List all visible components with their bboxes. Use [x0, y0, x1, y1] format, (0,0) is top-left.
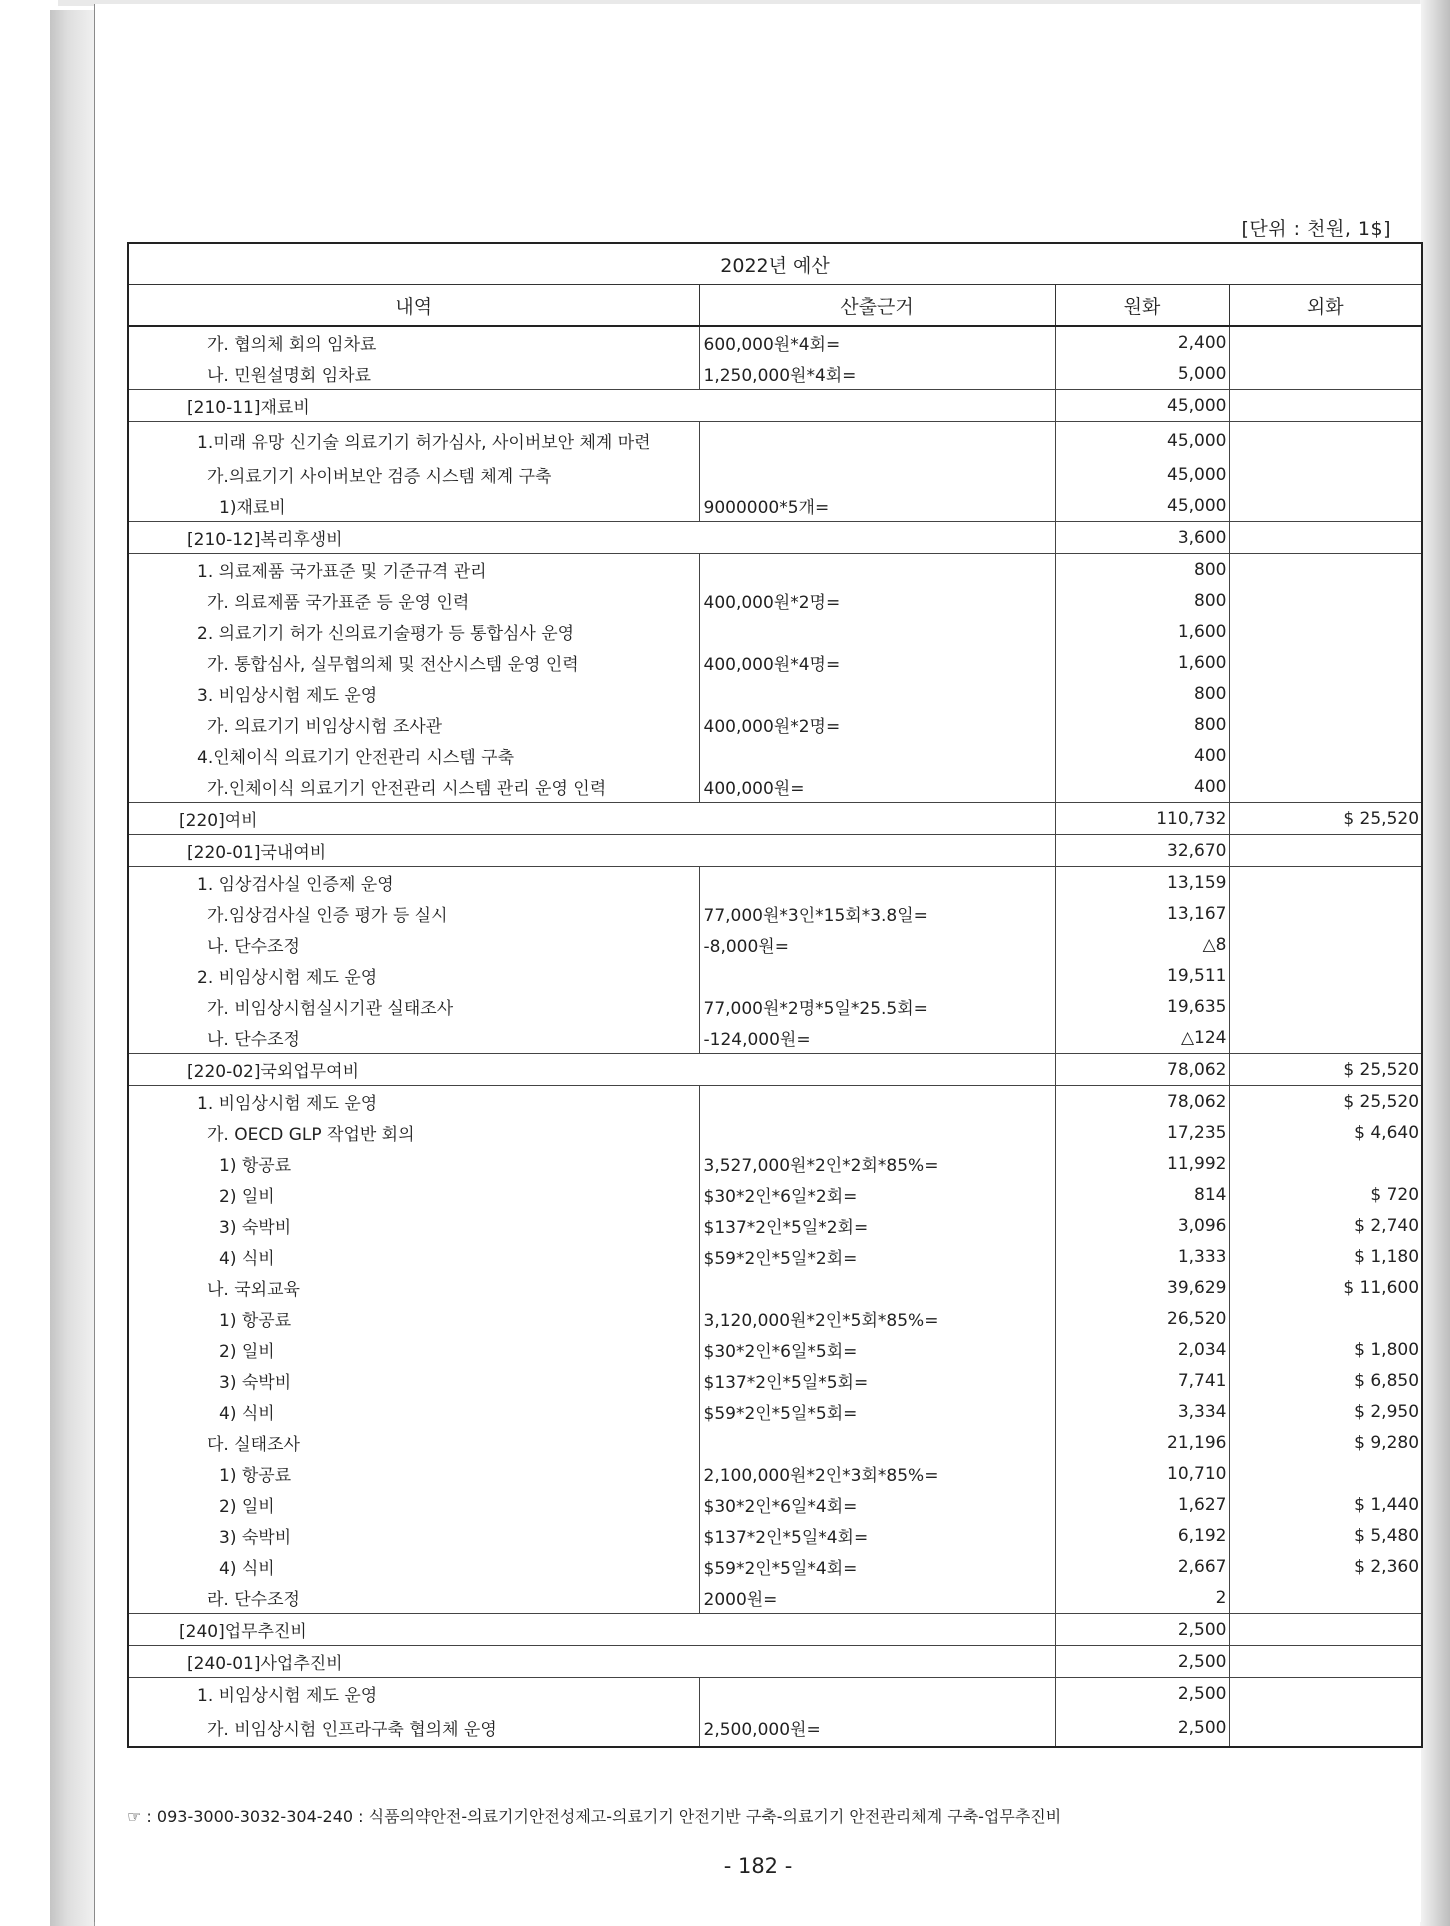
row-fx-amount	[1229, 390, 1422, 422]
row-fx-amount: $ 1,440	[1229, 1489, 1422, 1520]
row-fx-amount	[1229, 1678, 1422, 1710]
header-krw: 원화	[1055, 285, 1229, 327]
row-description: 가. 비임상시험실시기관 실태조사	[128, 991, 699, 1022]
row-description: 가. OECD GLP 작업반 회의	[128, 1117, 699, 1148]
row-fx-amount	[1229, 1022, 1422, 1054]
row-krw-amount: △8	[1055, 929, 1229, 960]
row-krw-amount: 110,732	[1055, 803, 1229, 835]
row-fx-amount: $ 9,280	[1229, 1427, 1422, 1458]
row-basis: $30*2인*6일*4회=	[699, 1489, 1055, 1520]
row-basis	[699, 459, 1055, 490]
row-fx-amount	[1229, 678, 1422, 709]
row-description: 가. 통합심사, 실무협의체 및 전산시스템 운영 인력	[128, 647, 699, 678]
table-row	[128, 960, 1422, 991]
table-row	[128, 1334, 1422, 1365]
row-fx-amount	[1229, 1646, 1422, 1678]
row-description: 3) 숙박비	[128, 1210, 699, 1241]
row-krw-amount: 3,096	[1055, 1210, 1229, 1241]
budget-table	[127, 242, 1423, 1748]
row-krw-amount: 45,000	[1055, 422, 1229, 460]
row-basis: $59*2인*5일*4회=	[699, 1551, 1055, 1582]
row-description: 1) 항공료	[128, 1458, 699, 1489]
row-krw-amount: 800	[1055, 709, 1229, 740]
row-fx-amount	[1229, 929, 1422, 960]
row-basis	[699, 554, 1055, 586]
row-description: 나. 단수조정	[128, 1022, 699, 1054]
row-basis: 2,500,000원=	[699, 1709, 1055, 1747]
row-krw-amount: 45,000	[1055, 390, 1229, 422]
row-basis	[699, 1117, 1055, 1148]
row-basis	[699, 1678, 1055, 1710]
row-krw-amount: 2	[1055, 1582, 1229, 1614]
row-description: 가. 의료제품 국가표준 등 운영 인력	[128, 585, 699, 616]
row-basis: 600,000원*4회=	[699, 326, 1055, 358]
row-krw-amount: 19,511	[1055, 960, 1229, 991]
row-krw-amount: 2,034	[1055, 1334, 1229, 1365]
row-description: 다. 실태조사	[128, 1427, 699, 1458]
row-description: 2) 일비	[128, 1179, 699, 1210]
row-krw-amount: 7,741	[1055, 1365, 1229, 1396]
table-row	[128, 326, 1422, 358]
row-krw-amount: 45,000	[1055, 459, 1229, 490]
row-basis: -124,000원=	[699, 1022, 1055, 1054]
row-basis: 400,000원*2명=	[699, 585, 1055, 616]
table-row	[128, 1117, 1422, 1148]
table-row	[128, 459, 1422, 490]
table-row	[128, 771, 1422, 803]
row-fx-amount: $ 1,800	[1229, 1334, 1422, 1365]
row-fx-amount: $ 2,360	[1229, 1551, 1422, 1582]
table-row	[128, 1582, 1422, 1614]
row-fx-amount	[1229, 1148, 1422, 1179]
row-basis	[699, 960, 1055, 991]
table-row	[128, 1179, 1422, 1210]
row-fx-amount: $ 11,600	[1229, 1272, 1422, 1303]
row-fx-amount	[1229, 709, 1422, 740]
row-description: 1.미래 유망 신기술 의료기기 허가심사, 사이버보안 체계 마련	[128, 422, 699, 460]
row-fx-amount: $ 25,520	[1229, 1054, 1422, 1086]
row-description: 나. 민원설명회 임차료	[128, 358, 699, 390]
table-row	[128, 740, 1422, 771]
row-fx-amount	[1229, 522, 1422, 554]
table-row	[128, 1086, 1422, 1118]
row-description: 가.임상검사실 인증 평가 등 실시	[128, 898, 699, 929]
table-row	[128, 1427, 1422, 1458]
row-description: 3) 숙박비	[128, 1365, 699, 1396]
table-row	[128, 585, 1422, 616]
table-row	[128, 709, 1422, 740]
row-description: 1. 의료제품 국가표준 및 기준규격 관리	[128, 554, 699, 586]
row-fx-amount	[1229, 1582, 1422, 1614]
row-fx-amount: $ 6,850	[1229, 1365, 1422, 1396]
table-row	[128, 1272, 1422, 1303]
row-krw-amount: 78,062	[1055, 1054, 1229, 1086]
table-title: 2022년 예산	[128, 243, 1422, 285]
row-krw-amount: 39,629	[1055, 1272, 1229, 1303]
table-row	[128, 358, 1422, 390]
row-basis	[699, 616, 1055, 647]
row-description: 4) 식비	[128, 1396, 699, 1427]
table-row	[128, 678, 1422, 709]
table-row	[128, 1022, 1422, 1054]
row-fx-amount	[1229, 647, 1422, 678]
row-basis: 77,000원*3인*15회*3.8일=	[699, 898, 1055, 929]
row-description: 나. 단수조정	[128, 929, 699, 960]
row-krw-amount: 45,000	[1055, 490, 1229, 522]
table-row	[128, 1646, 1422, 1678]
row-fx-amount	[1229, 358, 1422, 390]
row-basis: $137*2인*5일*5회=	[699, 1365, 1055, 1396]
row-description: 4) 식비	[128, 1241, 699, 1272]
header-fx: 외화	[1229, 285, 1422, 327]
row-krw-amount: 6,192	[1055, 1520, 1229, 1551]
row-fx-amount: $ 25,520	[1229, 803, 1422, 835]
row-krw-amount: 21,196	[1055, 1427, 1229, 1458]
table-row	[128, 1458, 1422, 1489]
table-row	[128, 1520, 1422, 1551]
row-basis	[699, 678, 1055, 709]
row-basis: 2000원=	[699, 1582, 1055, 1614]
row-basis: 400,000원*2명=	[699, 709, 1055, 740]
table-row	[128, 1489, 1422, 1520]
row-description: 나. 국외교육	[128, 1272, 699, 1303]
table-row	[128, 991, 1422, 1022]
row-krw-amount: 32,670	[1055, 835, 1229, 867]
row-basis: 1,250,000원*4회=	[699, 358, 1055, 390]
row-fx-amount	[1229, 991, 1422, 1022]
row-basis: 3,527,000원*2인*2회*85%=	[699, 1148, 1055, 1179]
row-description: 2) 일비	[128, 1489, 699, 1520]
row-description: [220-02]국외업무여비	[128, 1054, 1055, 1086]
row-krw-amount: 2,400	[1055, 326, 1229, 358]
row-krw-amount: 19,635	[1055, 991, 1229, 1022]
table-row	[128, 929, 1422, 960]
row-description: 1. 임상검사실 인증제 운영	[128, 867, 699, 899]
table-row	[128, 1678, 1422, 1710]
row-description: [240]업무추진비	[128, 1614, 1055, 1646]
row-description: 2. 비임상시험 제도 운영	[128, 960, 699, 991]
row-description: 가. 협의체 회의 임차료	[128, 326, 699, 358]
table-row	[128, 1054, 1422, 1086]
row-basis	[699, 1427, 1055, 1458]
table-row	[128, 1396, 1422, 1427]
row-basis	[699, 740, 1055, 771]
row-krw-amount: 26,520	[1055, 1303, 1229, 1334]
row-description: [220-01]국내여비	[128, 835, 1055, 867]
row-description: 가.인체이식 의료기기 안전관리 시스템 관리 운영 인력	[128, 771, 699, 803]
document-page	[94, 4, 1421, 1922]
table-row	[128, 1365, 1422, 1396]
row-basis: -8,000원=	[699, 929, 1055, 960]
row-krw-amount: 2,667	[1055, 1551, 1229, 1582]
table-row	[128, 1303, 1422, 1334]
table-header-row	[128, 285, 1422, 327]
table-row	[128, 616, 1422, 647]
row-basis: $59*2인*5일*5회=	[699, 1396, 1055, 1427]
table-row	[128, 647, 1422, 678]
row-krw-amount: 13,159	[1055, 867, 1229, 899]
unit-label: [단위 : 천원, 1$]	[1241, 218, 1391, 240]
row-fx-amount	[1229, 422, 1422, 460]
row-basis: 3,120,000원*2인*5회*85%=	[699, 1303, 1055, 1334]
table-row	[128, 522, 1422, 554]
row-fx-amount	[1229, 554, 1422, 586]
row-krw-amount: 800	[1055, 678, 1229, 709]
row-description: 1) 항공료	[128, 1303, 699, 1334]
table-row	[128, 1241, 1422, 1272]
row-basis	[699, 1272, 1055, 1303]
page-curl-shadow	[1420, 0, 1450, 1926]
row-description: 4) 식비	[128, 1551, 699, 1582]
table-title-row	[128, 243, 1422, 285]
row-description: 3. 비임상시험 제도 운영	[128, 678, 699, 709]
table-row	[128, 1709, 1422, 1747]
row-basis: 77,000원*2명*5일*25.5회=	[699, 991, 1055, 1022]
row-krw-amount: 2,500	[1055, 1646, 1229, 1678]
row-krw-amount: 3,334	[1055, 1396, 1229, 1427]
row-basis: 2,100,000원*2인*3회*85%=	[699, 1458, 1055, 1489]
row-basis: $59*2인*5일*2회=	[699, 1241, 1055, 1272]
row-fx-amount	[1229, 1303, 1422, 1334]
header-basis: 산출근거	[699, 285, 1055, 327]
table-row	[128, 867, 1422, 899]
row-fx-amount	[1229, 459, 1422, 490]
row-fx-amount	[1229, 1614, 1422, 1646]
page-number: - 182 -	[723, 1854, 793, 1878]
table-row	[128, 554, 1422, 586]
row-fx-amount	[1229, 740, 1422, 771]
table-row	[128, 898, 1422, 929]
row-description: [220]여비	[128, 803, 1055, 835]
row-basis: $30*2인*6일*5회=	[699, 1334, 1055, 1365]
footnote: ☞ : 093-3000-3032-304-240 : 식품의약안전-의료기기안전성제고-의료기기 안전기반 구축-의료기기 안전관리체계 구축-업무추진비	[127, 1807, 1062, 1826]
row-krw-amount: △124	[1055, 1022, 1229, 1054]
row-description: [210-11]재료비	[128, 390, 1055, 422]
row-description: 가. 의료기기 비임상시험 조사관	[128, 709, 699, 740]
row-krw-amount: 1,333	[1055, 1241, 1229, 1272]
row-krw-amount: 13,167	[1055, 898, 1229, 929]
table-row	[128, 835, 1422, 867]
row-description: [240-01]사업추진비	[128, 1646, 1055, 1678]
row-krw-amount: 11,992	[1055, 1148, 1229, 1179]
row-description: 1) 항공료	[128, 1148, 699, 1179]
row-krw-amount: 2,500	[1055, 1709, 1229, 1747]
row-basis: 400,000원=	[699, 771, 1055, 803]
row-fx-amount	[1229, 1458, 1422, 1489]
row-description: 4.인체이식 의료기기 안전관리 시스템 구축	[128, 740, 699, 771]
row-fx-amount: $ 2,950	[1229, 1396, 1422, 1427]
row-fx-amount: $ 720	[1229, 1179, 1422, 1210]
row-krw-amount: 2,500	[1055, 1614, 1229, 1646]
row-basis: 9000000*5개=	[699, 490, 1055, 522]
row-krw-amount: 1,600	[1055, 647, 1229, 678]
row-description: 1)재료비	[128, 490, 699, 522]
table-row	[128, 422, 1422, 460]
binder-spine	[50, 10, 95, 1926]
row-krw-amount: 10,710	[1055, 1458, 1229, 1489]
row-description: 1. 비임상시험 제도 운영	[128, 1086, 699, 1118]
row-basis: $30*2인*6일*2회=	[699, 1179, 1055, 1210]
row-fx-amount: $ 4,640	[1229, 1117, 1422, 1148]
row-fx-amount: $ 2,740	[1229, 1210, 1422, 1241]
row-fx-amount	[1229, 960, 1422, 991]
table-row	[128, 803, 1422, 835]
row-basis: 400,000원*4명=	[699, 647, 1055, 678]
table-row	[128, 1551, 1422, 1582]
row-basis	[699, 867, 1055, 899]
row-description: 가. 비임상시험 인프라구축 협의체 운영	[128, 1709, 699, 1747]
row-fx-amount: $ 1,180	[1229, 1241, 1422, 1272]
row-description: 라. 단수조정	[128, 1582, 699, 1614]
row-basis	[699, 422, 1055, 460]
row-description: 2) 일비	[128, 1334, 699, 1365]
row-fx-amount	[1229, 490, 1422, 522]
row-fx-amount: $ 5,480	[1229, 1520, 1422, 1551]
row-basis: $137*2인*5일*4회=	[699, 1520, 1055, 1551]
row-fx-amount	[1229, 1709, 1422, 1747]
row-description: [210-12]복리후생비	[128, 522, 1055, 554]
row-krw-amount: 400	[1055, 771, 1229, 803]
row-krw-amount: 1,600	[1055, 616, 1229, 647]
row-description: 가.의료기기 사이버보안 검증 시스템 체계 구축	[128, 459, 699, 490]
row-krw-amount: 800	[1055, 554, 1229, 586]
row-krw-amount: 78,062	[1055, 1086, 1229, 1118]
row-fx-amount	[1229, 616, 1422, 647]
row-krw-amount: 800	[1055, 585, 1229, 616]
table-body	[128, 326, 1422, 1747]
row-krw-amount: 1,627	[1055, 1489, 1229, 1520]
row-krw-amount: 17,235	[1055, 1117, 1229, 1148]
row-fx-amount	[1229, 585, 1422, 616]
table-row	[128, 1148, 1422, 1179]
row-fx-amount	[1229, 867, 1422, 899]
row-krw-amount: 2,500	[1055, 1678, 1229, 1710]
table-row	[128, 390, 1422, 422]
table-row	[128, 490, 1422, 522]
row-fx-amount	[1229, 898, 1422, 929]
row-fx-amount	[1229, 835, 1422, 867]
header-description: 내역	[128, 285, 699, 327]
row-krw-amount: 3,600	[1055, 522, 1229, 554]
row-krw-amount: 400	[1055, 740, 1229, 771]
row-description: 1. 비임상시험 제도 운영	[128, 1678, 699, 1710]
table-row	[128, 1614, 1422, 1646]
row-krw-amount: 814	[1055, 1179, 1229, 1210]
row-description: 2. 의료기기 허가 신의료기술평가 등 통합심사 운영	[128, 616, 699, 647]
row-basis: $137*2인*5일*2회=	[699, 1210, 1055, 1241]
table-row	[128, 1210, 1422, 1241]
row-fx-amount	[1229, 771, 1422, 803]
row-krw-amount: 5,000	[1055, 358, 1229, 390]
row-fx-amount: $ 25,520	[1229, 1086, 1422, 1118]
row-description: 3) 숙박비	[128, 1520, 699, 1551]
row-fx-amount	[1229, 326, 1422, 358]
row-basis	[699, 1086, 1055, 1118]
